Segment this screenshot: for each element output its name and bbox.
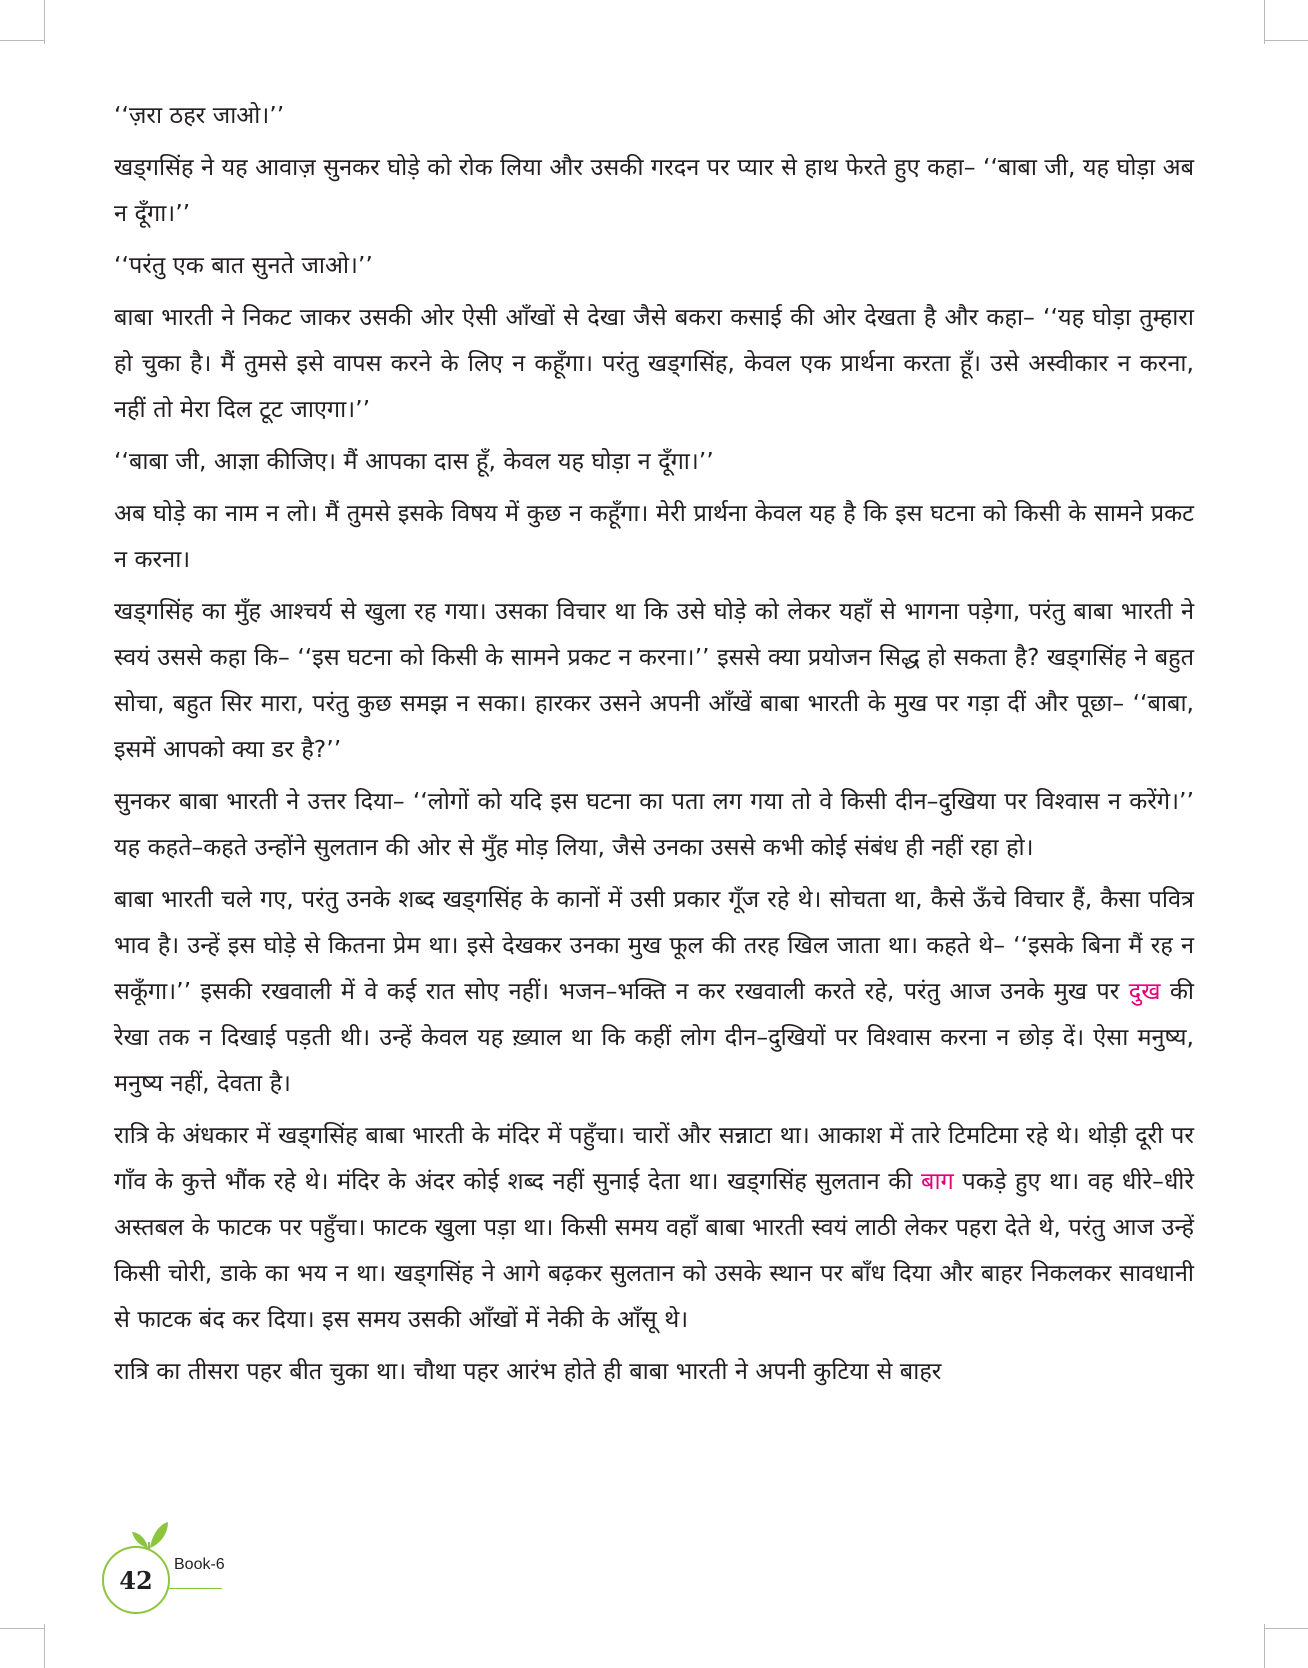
- story-body: [114, 92, 1194, 1400]
- crop-mark-top-left: [44, 0, 45, 44]
- crop-mark-bottom-right: [1264, 1624, 1265, 1668]
- crop-mark-top-right-h: [1264, 40, 1308, 41]
- highlighted-word: बाग: [921, 1167, 954, 1195]
- paragraph: ‘‘ज़रा ठहर जाओ।’’: [114, 101, 285, 129]
- paragraph: रात्रि का तीसरा पहर बीत चुका था। चौथा पहर आरंभ होते ही बाबा भारती ने अपनी कुटिया से बाहर: [114, 1357, 942, 1385]
- footer-rule: [168, 1588, 222, 1589]
- book-label: Book-6: [174, 1556, 225, 1573]
- paragraph: [114, 1112, 1194, 1342]
- crop-mark-bottom-right-h: [1264, 1628, 1308, 1629]
- paragraph: [114, 876, 1194, 1106]
- paragraph-text: बाबा भारती चले गए, परंतु उनके शब्द खड्गसिंह के कानों में उसी प्रकार गूँज रहे थे। सोचता था, कैसे ऊँचे विचार हैं, कैसा पवित्र भाव है। उन्हें इस घोड़े से कितना प्रेम था। इसे देखकर उनका मुख फूल की तरह खिल जाता था। कहते थे– ‘‘इसके बिना मैं रह न सकूँगा।’’ इसकी रखवाली में वे कई रात सोए नहीं। भजन–भक्ति न कर रखवाली करते रहे, परंतु आज उनके मुख पर: [114, 885, 1194, 1005]
- paragraph-text: रात्रि के अंधकार में खड्गसिंह बाबा भारती के मंदिर में पहुँचा। चारों और सन्नाटा था। आकाश में तारे टिमटिमा रहे थे। थोड़ी दूरी पर गाँव के कुत्ते भौंक रहे थे। मंदिर के अंदर कोई शब्द नहीं सुनाई देता था। खड्गसिंह सुलतान की: [114, 1121, 1194, 1195]
- page-footer: [92, 1532, 352, 1612]
- paragraph: बाबा भारती ने निकट जाकर उसकी ओर ऐसी आँखों से देखा जैसे बकरा कसाई की ओर देखता है और कहा– ‘‘यह घोड़ा तुम्हारा हो चुका है। मैं तुमसे इसे वापस करने के लिए न कहूँगा। परंतु खड्गसिंह, केवल एक प्रार्थना करता हूँ। उसे अस्वीकार न करना, नहीं तो मेरा दिल टूट जाएगा।’’: [114, 303, 1194, 423]
- paragraph: सुनकर बाबा भारती ने उत्तर दिया– ‘‘लोगों को यदि इस घटना का पता लग गया तो वे किसी दीन–दुखिया पर विश्वास न करेंगे।’’ यह कहते–कहते उन्होंने सुलतान की ओर से मुँह मोड़ लिया, जैसे उनका उससे कभी कोई संबंध ही नहीं रहा हो।: [114, 787, 1194, 861]
- paragraph: अब घोड़े का नाम न लो। मैं तुमसे इसके विषय में कुछ न कहूँगा। मेरी प्रार्थना केवल यह है कि इस घटना को किसी के सामने प्रकट न करना।: [114, 499, 1194, 573]
- paragraph: ‘‘परंतु एक बात सुनते जाओ।’’: [114, 251, 373, 279]
- crop-mark-bottom-left-h: [0, 1628, 44, 1629]
- crop-mark-bottom-left: [44, 1624, 45, 1668]
- paragraph: खड्गसिंह ने यह आवाज़ सुनकर घोड़े को रोक लिया और उसकी गरदन पर प्यार से हाथ फेरते हुए कहा– ‘‘बाबा जी, यह घोड़ा अब न दूँगा।’’: [114, 153, 1194, 227]
- page-number: 42: [102, 1546, 170, 1614]
- paragraph: खड्गसिंह का मुँह आश्चर्य से खुला रह गया। उसका विचार था कि उसे घोड़े को लेकर यहाँ से भागना पड़ेगा, परंतु बाबा भारती ने स्वयं उससे कहा कि– ‘‘इस घटना को किसी के सामने प्रकट न करना।’’ इससे क्या प्रयोजन सिद्ध हो सकता है? खड्गसिंह ने बहुत सोचा, बहुत सिर मारा, परंतु कुछ समझ न सका। हारकर उसने अपनी आँखें बाबा भारती के मुख पर गड़ा दीं और पूछा– ‘‘बाबा, इसमें आपको क्या डर है?’’: [114, 597, 1194, 763]
- paragraph-text: पकड़े हुए था। वह धीरे–धीरे अस्तबल के फाटक पर पहुँचा। फाटक खुला पड़ा था। किसी समय वहाँ बाबा भारती स्वयं लाठी लेकर पहरा देते थे, परंतु आज उन्हें किसी चोरी, डाके का भय न था। खड्गसिंह ने आगे बढ़कर सुलतान को उसके स्थान पर बाँध दिया और बाहर निकलकर सावधानी से फाटक बंद कर दिया। इस समय उसकी आँखों में नेकी के आँसू थे।: [114, 1167, 1194, 1333]
- crop-mark-top-left-h: [0, 40, 44, 41]
- paragraph-text: की रेखा तक न दिखाई पड़ती थी। उन्हें केवल यह ख़्याल था कि कहीं लोग दीन–दुखियों पर विश्वास करना न छोड़ दें। ऐसा मनुष्य, मनुष्य नहीं, देवता है।: [114, 977, 1194, 1097]
- highlighted-word: दुख: [1128, 977, 1161, 1005]
- crop-mark-top-right: [1264, 0, 1265, 44]
- paragraph: ‘‘बाबा जी, आज्ञा कीजिए। मैं आपका दास हूँ, केवल यह घोड़ा न दूँगा।’’: [114, 447, 714, 475]
